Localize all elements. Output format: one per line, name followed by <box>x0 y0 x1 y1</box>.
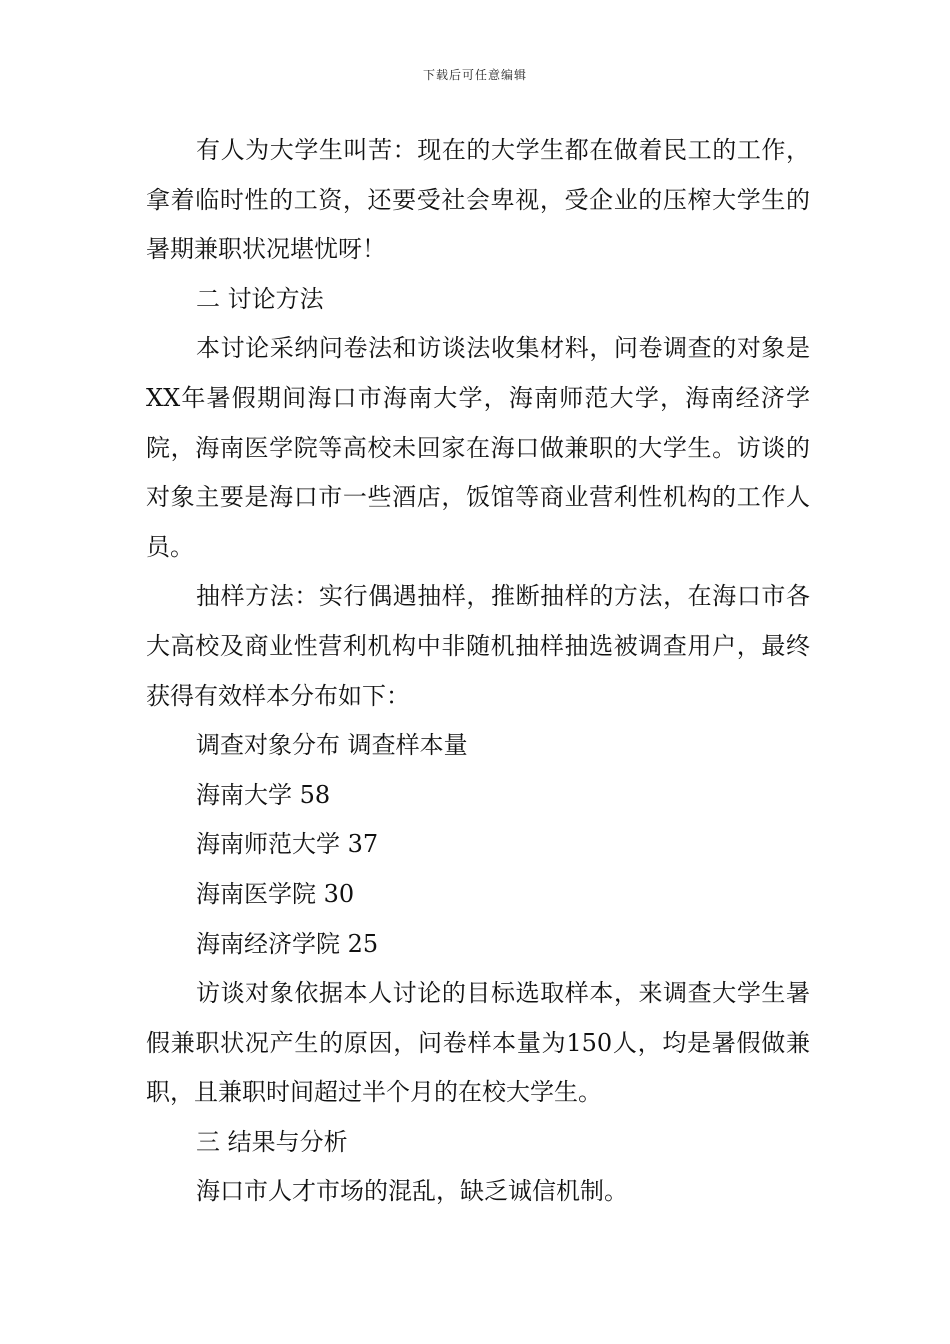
sample-row: 海南医学院 30 <box>196 879 355 908</box>
document-body <box>146 126 810 1217</box>
paragraph-results: 海口市人才市场的混乱，缺乏诚信机制。 <box>196 1177 628 1206</box>
paragraph-methods: 本讨论采纳问卷法和访谈法收集材料，问卷调查的对象是XX年暑假期间海口市海南大学，海南师范大学，海南经济学院，海南医学院等高校未回家在海口做兼职的大学生。访谈的对象主要是海口市一些酒店，饭馆等商业营利性机构的工作人员。 <box>146 334 810 561</box>
sample-row: 海南经济学院 25 <box>196 929 379 958</box>
section-heading-results: 三 结果与分析 <box>196 1127 348 1156</box>
paragraph-intro: 有人为大学生叫苦：现在的大学生都在做着民工的工作，拿着临时性的工资，还要受社会卑视，受企业的压榨大学生的暑期兼职状况堪忧呀！ <box>146 136 810 264</box>
section-heading-methods: 二 讨论方法 <box>196 284 324 313</box>
sample-row: 海南大学 58 <box>196 780 331 809</box>
paragraph-sampling: 抽样方法：实行偶遇抽样，推断抽样的方法，在海口市各大高校及商业性营利机构中非随机抽样抽选被调查用户，最终获得有效样本分布如下： <box>146 582 810 710</box>
sample-table-header: 调查对象分布 调查样本量 <box>196 731 468 760</box>
page-header: 下载后可任意编辑 <box>422 68 527 82</box>
paragraph-interview: 访谈对象依据本人讨论的目标选取样本，来调查大学生暑假兼职状况产生的原因，问卷样本量为150人，均是暑假做兼职，且兼职时间超过半个月的在校大学生。 <box>146 979 810 1107</box>
sample-row: 海南师范大学 37 <box>196 830 379 859</box>
